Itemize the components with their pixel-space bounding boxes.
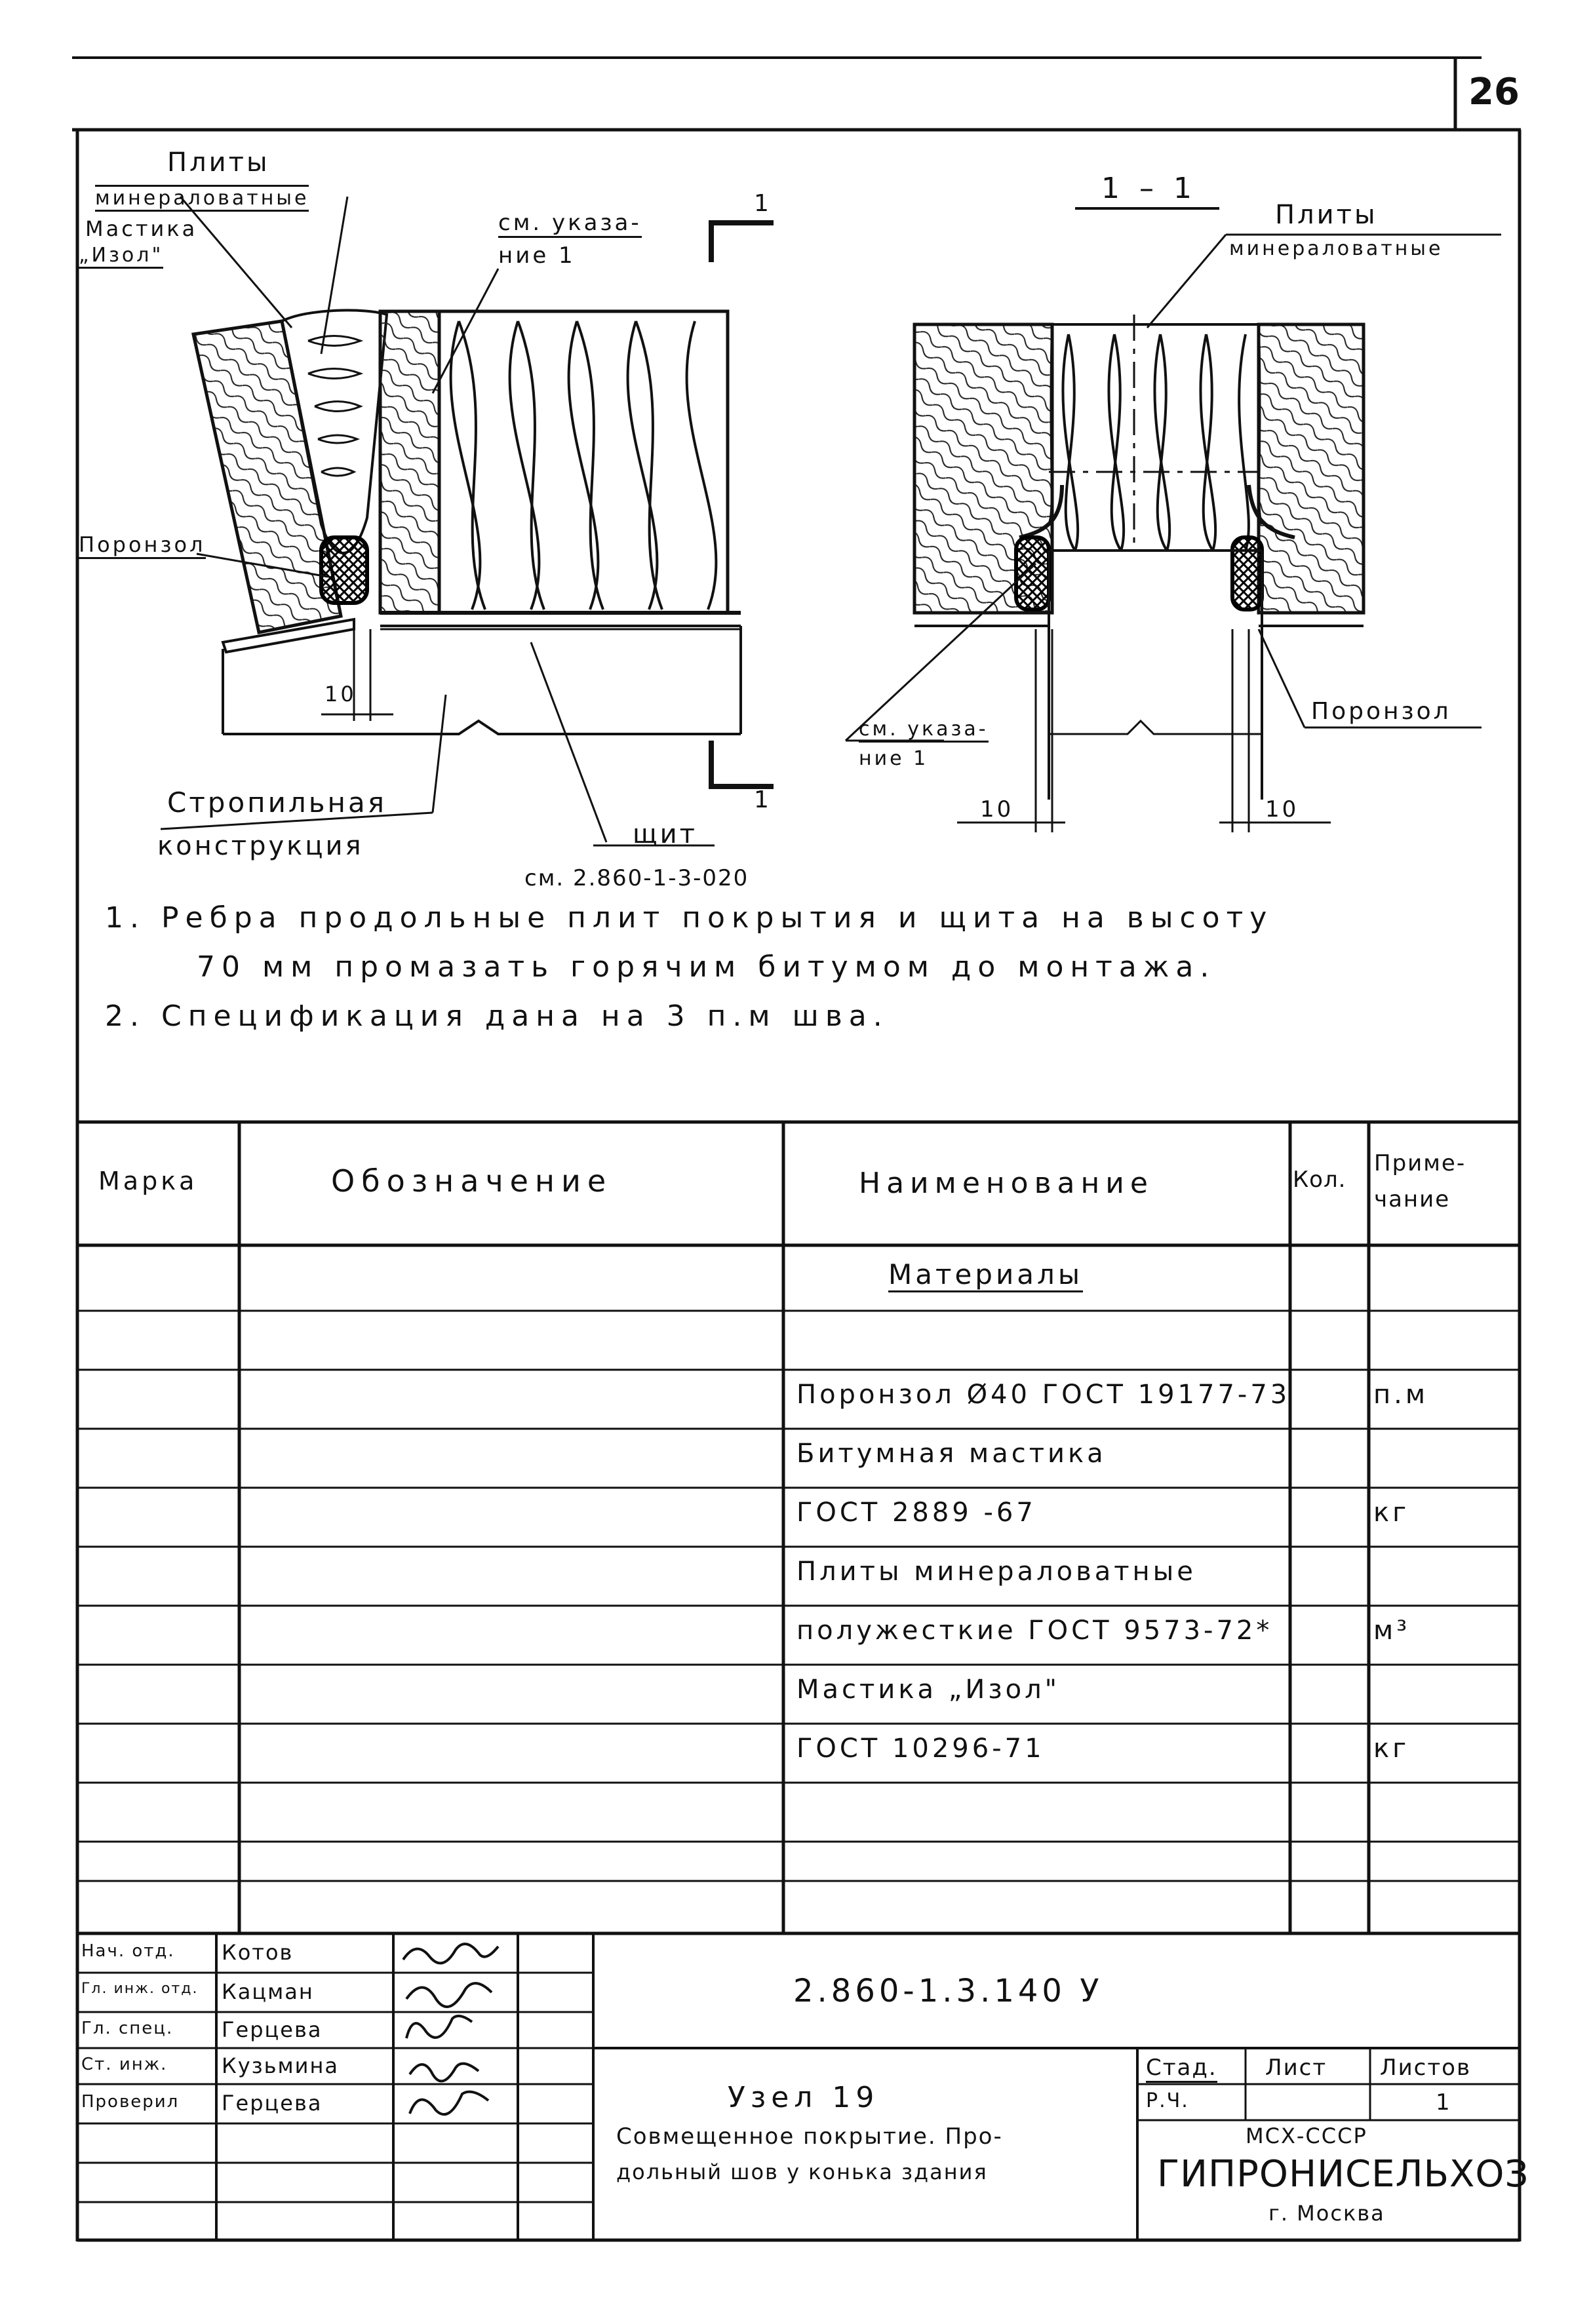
staff-name-5: Герцева [222,2091,323,2116]
sheets-label: Листов [1380,2055,1472,2081]
header-note-1: Приме- [1374,1150,1466,1176]
note-line-1: 1. Ребра продольные плит покрытия и щита на высоту [105,901,1274,935]
page-number: 26 [1468,71,1520,113]
label-plates-left-2: минераловатные [95,185,309,212]
staff-role-3: Гл. спец. [81,2019,174,2038]
header-name: Наименование [859,1167,1154,1200]
dim-right-right: 10 [1265,796,1299,823]
staff-role-5: Проверил [81,2092,180,2112]
header-note-2: чание [1374,1186,1451,1212]
staff-name-1: Котов [222,1940,294,1965]
label-rafter-1: Стропильная [167,786,387,819]
label-mastic-1: Мастика [85,216,198,241]
row-4-name: Плиты минераловатные [796,1557,1196,1587]
header-mark: Марка [98,1167,198,1195]
title-line-3: дольный шов у конька здания [616,2159,988,2184]
label-mastic-2: „Изол" [79,244,163,269]
row-2-name: Битумная мастика [796,1439,1107,1469]
row-7-unit: кг [1373,1733,1410,1764]
label-plates-left-1: Плиты [167,147,270,178]
sheet-label: Лист [1265,2055,1327,2081]
label-note-left-2: ние 1 [498,242,576,269]
staff-name-2: Кацман [222,1979,314,2004]
label-note-left-1: см. указа- [498,210,642,238]
label-panel: щит [633,819,697,849]
sheets-value: 1 [1436,2089,1451,2116]
label-plates-right-1: Плиты [1275,200,1378,230]
staff-role-4: Ст. инж. [81,2055,168,2074]
label-panel-ref: см. 2.860-1-3-020 [524,865,749,891]
section-mark-bottom: 1 [754,786,772,813]
org-line-2: ГИПРОНИСЕЛЬХОЗ [1157,2153,1529,2196]
label-plates-right-2: минераловатные [1229,237,1444,260]
row-3-name: ГОСТ 2889 -67 [796,1498,1036,1528]
stage-label: Стад. [1146,2055,1217,2083]
label-note-right-1: см. указа- [859,718,989,743]
label-porozol-right: Поронзол [1311,698,1451,725]
dim-10-left: 10 [324,682,357,707]
dim-left-right: 10 [980,796,1014,823]
title-line-1: Узел 19 [728,2081,880,2114]
section-title-materials: Материалы [888,1258,1083,1292]
label-rafter-2: конструкция [157,831,364,861]
row-3-unit: кг [1373,1498,1410,1528]
row-5-unit: м³ [1373,1616,1411,1646]
staff-role-2: Гл. инж. отд. [81,1981,199,1997]
row-6-name: Мастика „Изол" [796,1675,1061,1705]
title-line-2: Совмещенное покрытие. Про- [616,2123,1003,2150]
row-1-name: Поронзол Ø40 ГОСТ 19177-73 [796,1380,1291,1410]
row-1-unit: п.м [1373,1380,1429,1410]
note-line-2: 70 мм промазать горячим битумом до монтажа. [197,950,1216,984]
section-title: 1 – 1 [1101,172,1197,205]
stage-value: Р.Ч. [1146,2089,1189,2112]
org-line-1: МСХ-СССР [1246,2123,1367,2148]
staff-name-4: Кузьмина [222,2053,339,2078]
doc-code: 2.860-1.3.140 У [793,1973,1103,2009]
header-qty: Кол. [1293,1167,1346,1193]
label-note-right-2: ние 1 [859,747,929,770]
row-7-name: ГОСТ 10296-71 [796,1733,1045,1764]
staff-name-3: Герцева [222,2017,323,2042]
row-5-name: полужесткие ГОСТ 9573-72* [796,1616,1273,1646]
label-porozol-left: Поронзол [79,532,206,559]
header-designation: Обозначение [331,1163,613,1199]
staff-role-1: Нач. отд. [81,1941,175,1961]
section-mark-top: 1 [754,190,772,217]
org-line-3: г. Москва [1268,2201,1385,2226]
note-line-3: 2. Спецификация дана на 3 п.м шва. [105,999,889,1033]
